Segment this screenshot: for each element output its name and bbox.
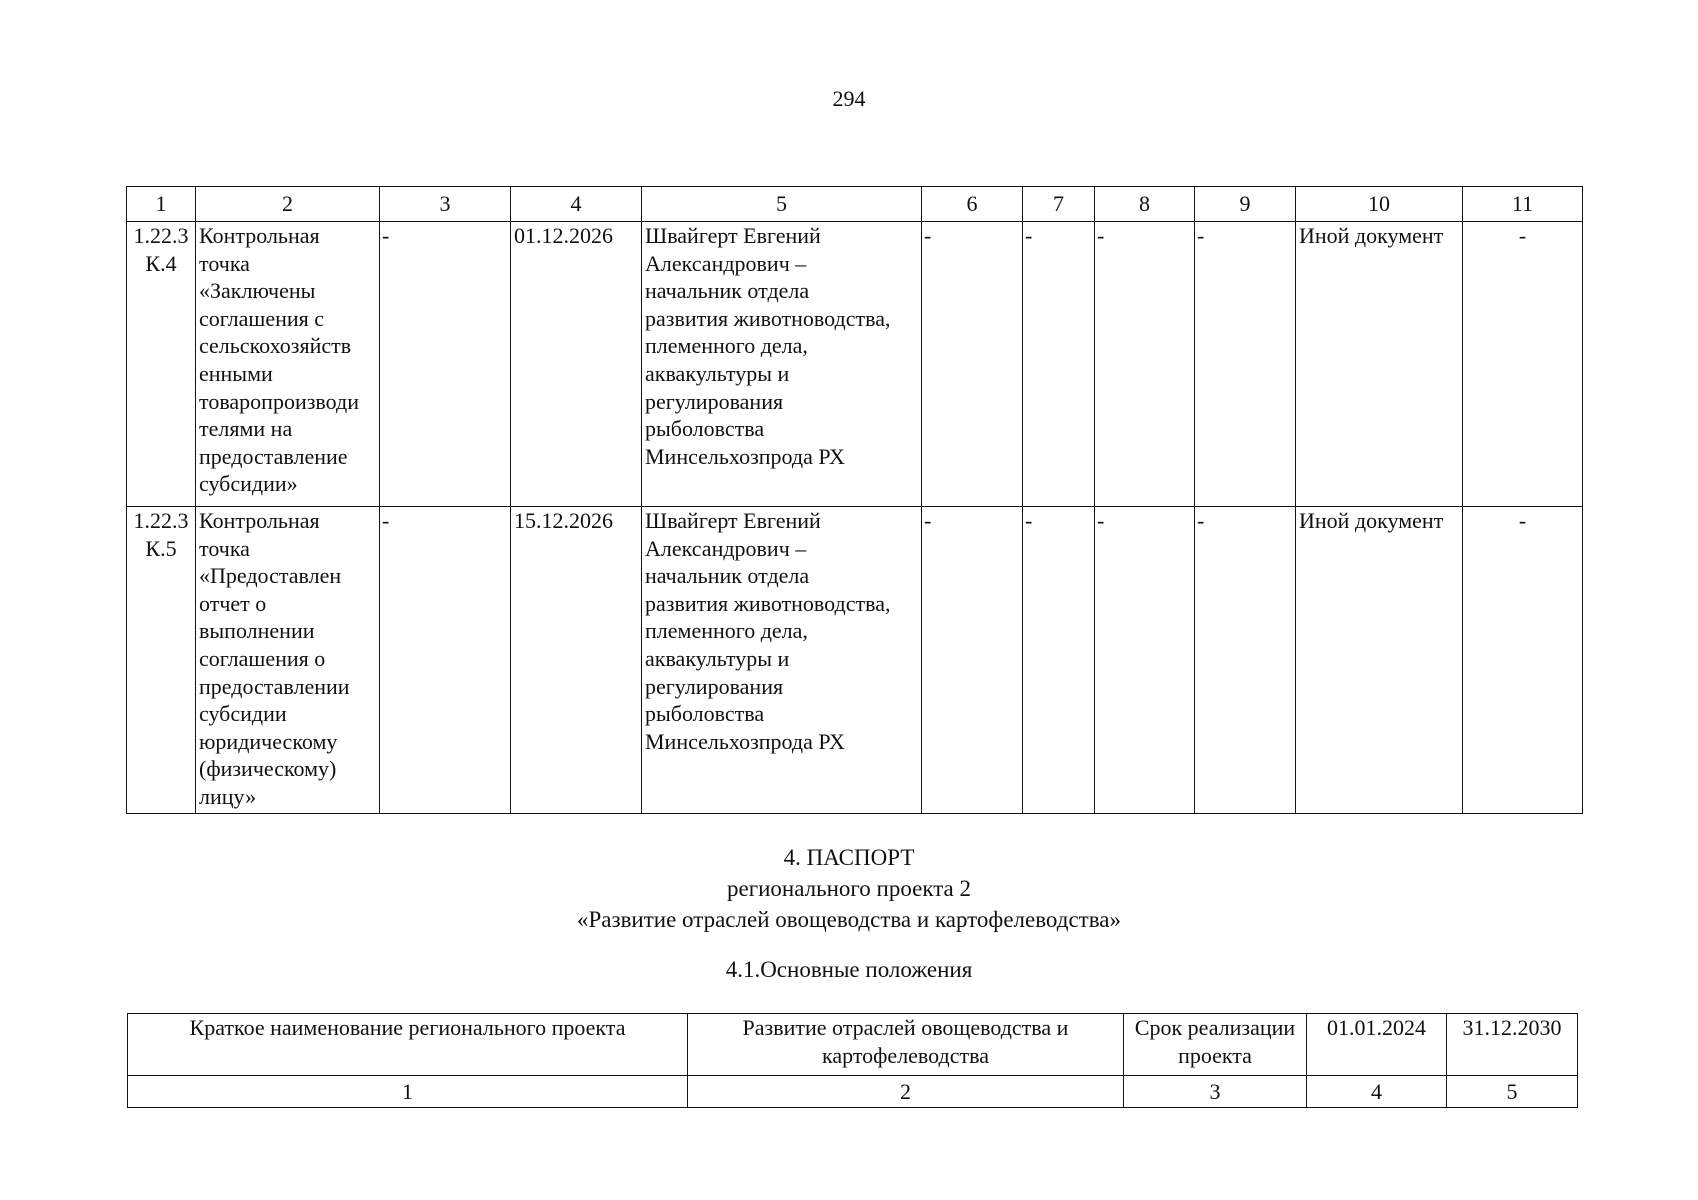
column-number: 9 (1195, 187, 1296, 222)
cell-value: - (380, 507, 511, 814)
column-number: 5 (642, 187, 922, 222)
column-number: 8 (1095, 187, 1195, 222)
table-header-row (127, 187, 1583, 222)
column-number: 3 (380, 187, 511, 222)
due-date: 01.12.2026 (511, 222, 642, 507)
column-number: 2 (688, 1076, 1124, 1108)
end-date: 31.12.2030 (1447, 1014, 1578, 1076)
implementation-term-label: Срок реализации проекта (1124, 1014, 1307, 1076)
column-number: 4 (511, 187, 642, 222)
cell-value: - (922, 507, 1023, 814)
row-number: 1.22.3 К.4 (127, 222, 196, 507)
column-number: 1 (127, 187, 196, 222)
cell-value: - (1023, 507, 1095, 814)
control-point-name: Контрольная точка «Заключены соглашения с сельскохозяйств енными товаропроизводи телями на предоставление субсидии» (196, 222, 380, 507)
cell-value: - (1463, 222, 1583, 507)
basic-provisions-table (127, 1013, 1578, 1108)
page-number: 294 (832, 86, 866, 111)
column-number: 7 (1023, 187, 1095, 222)
due-date: 15.12.2026 (511, 507, 642, 814)
table-row (127, 222, 1583, 507)
cell-value: - (1095, 222, 1195, 507)
section-subheading: регионального проекта 2 (726, 876, 971, 901)
row-number: 1.22.3 К.5 (127, 507, 196, 814)
table-row (128, 1076, 1578, 1108)
column-number: 11 (1463, 187, 1583, 222)
column-number: 4 (1307, 1076, 1447, 1108)
subsection-heading: 4.1.Основные положения (725, 957, 973, 982)
cell-value: - (1023, 222, 1095, 507)
control-points-table (126, 186, 1583, 814)
column-number: 10 (1296, 187, 1463, 222)
project-name: «Развитие отраслей овощеводства и картофелеводства» (576, 907, 1121, 932)
start-date: 01.01.2024 (1307, 1014, 1447, 1076)
project-short-name-value: Развитие отраслей овощеводства и картофелеводства (688, 1014, 1124, 1076)
table-row (127, 507, 1583, 814)
responsible-person: Швайгерт Евгений Александрович – начальник отдела развития животноводства, племенного дела, аквакультуры и регулирования рыболовства Минсельхозпрода РХ (642, 222, 922, 507)
column-number: 3 (1124, 1076, 1307, 1108)
column-number: 6 (922, 187, 1023, 222)
document-type: Иной документ (1296, 222, 1463, 507)
cell-value: - (1195, 222, 1296, 507)
control-point-name: Контрольная точка «Предоставлен отчет о выполнении соглашения о предоставлении субсидии юридическому (физическому) лицу» (196, 507, 380, 814)
cell-value: - (1463, 507, 1583, 814)
cell-value: - (922, 222, 1023, 507)
responsible-person: Швайгерт Евгений Александрович – начальник отдела развития животноводства, племенного дела, аквакультуры и регулирования рыболовства Минсельхозпрода РХ (642, 507, 922, 814)
project-short-name-label: Краткое наименование регионального проекта (128, 1014, 688, 1076)
document-type: Иной документ (1296, 507, 1463, 814)
cell-value: - (1095, 507, 1195, 814)
column-number: 5 (1447, 1076, 1578, 1108)
cell-value: - (380, 222, 511, 507)
section-heading: 4. ПАСПОРТ (783, 845, 915, 870)
column-number: 1 (128, 1076, 688, 1108)
column-number: 2 (196, 187, 380, 222)
cell-value: - (1195, 507, 1296, 814)
table-row (128, 1014, 1578, 1076)
